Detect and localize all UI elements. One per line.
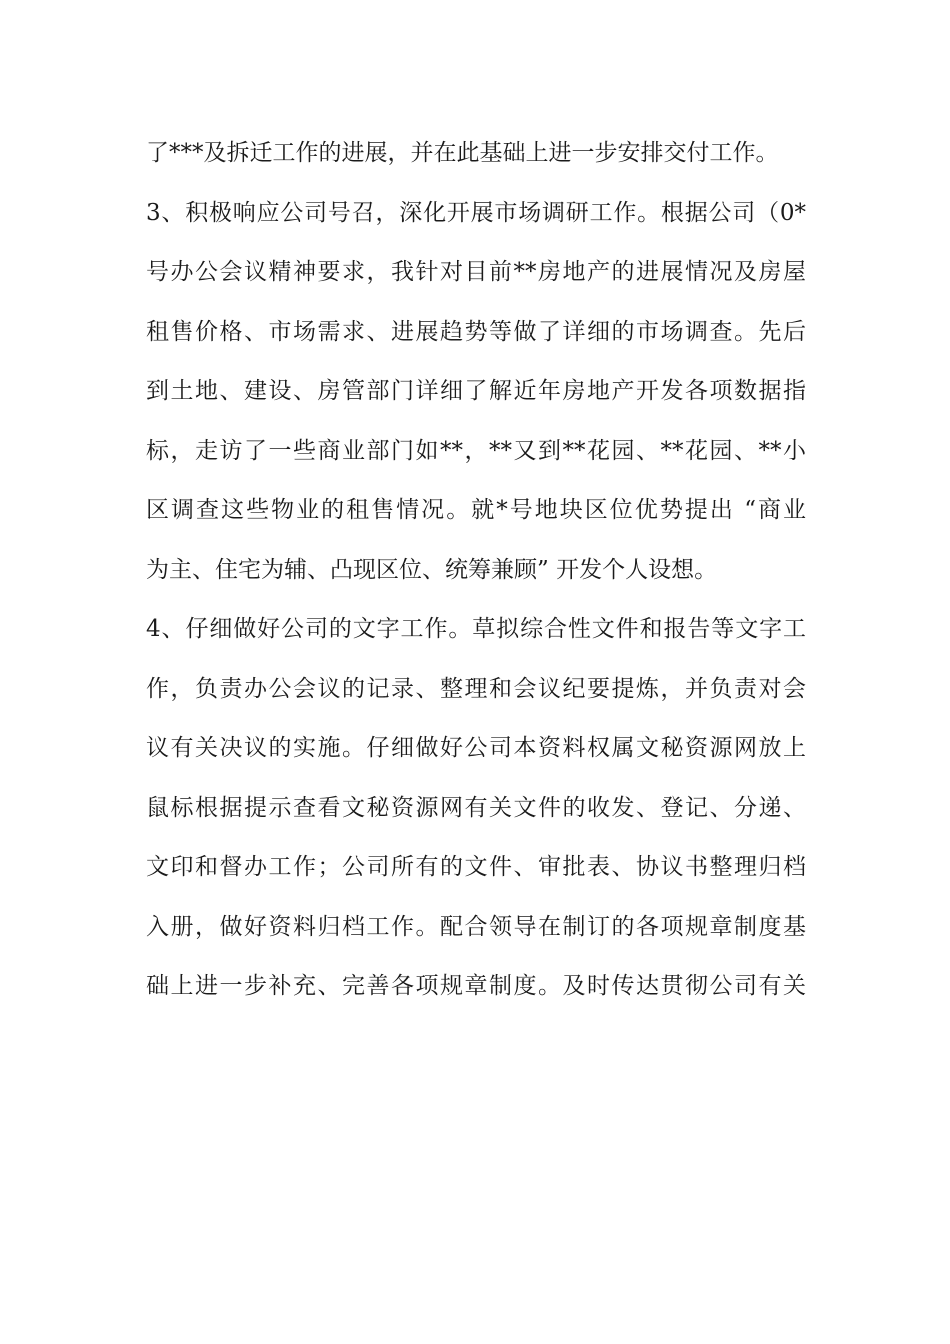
text-line-11: 议有关决议的实施。仔细做好公司本资料权属文秘资源网放上: [146, 735, 806, 761]
text-line-7: 区调查这些物业的租售情况。就*号地块区位优势提出 “商业: [146, 497, 806, 523]
text-line-12: 鼠标根据提示查看文秘资源网有关文件的收发、登记、分递、: [146, 794, 806, 821]
body-text: [146, 124, 806, 1017]
text-line-13: 文印和督办工作；公司所有的文件、审批表、协议书整理归档: [146, 854, 806, 880]
text-line-6: 标，走访了一些商业部门如**，**又到**花园、**花园、**小: [146, 437, 806, 464]
text-line-9: 4、仔细做好公司的文字工作。草拟综合性文件和报告等文字工: [146, 616, 806, 642]
text-line-2: 3、积极响应公司号召，深化开展市场调研工作。根据公司（0*: [146, 199, 806, 226]
text-line-5: 到土地、建设、房管部门详细了解近年房地产开发各项数据指: [146, 378, 806, 404]
text-line-4: 租售价格、市场需求、进展趋势等做了详细的市场调查。先后: [146, 318, 806, 345]
text-line-10: 作，负责办公会议的记录、整理和会议纪要提炼，并负责对会: [146, 675, 806, 702]
text-line-14: 入册，做好资料归档工作。配合领导在制订的各项规章制度基: [146, 913, 806, 940]
text-line-15: 础上进一步补充、完善各项规章制度。及时传达贯彻公司有关: [146, 973, 806, 999]
text-line-1: 了***及拆迁工作的进展，并在此基础上进一步安排交付工作。: [146, 140, 779, 166]
text-line-8: 为主、住宅为辅、凸现区位、统筹兼顾” 开发个人设想。: [146, 556, 718, 583]
text-line-3: 号办公会议精神要求，我针对目前**房地产的进展情况及房屋: [146, 259, 806, 285]
